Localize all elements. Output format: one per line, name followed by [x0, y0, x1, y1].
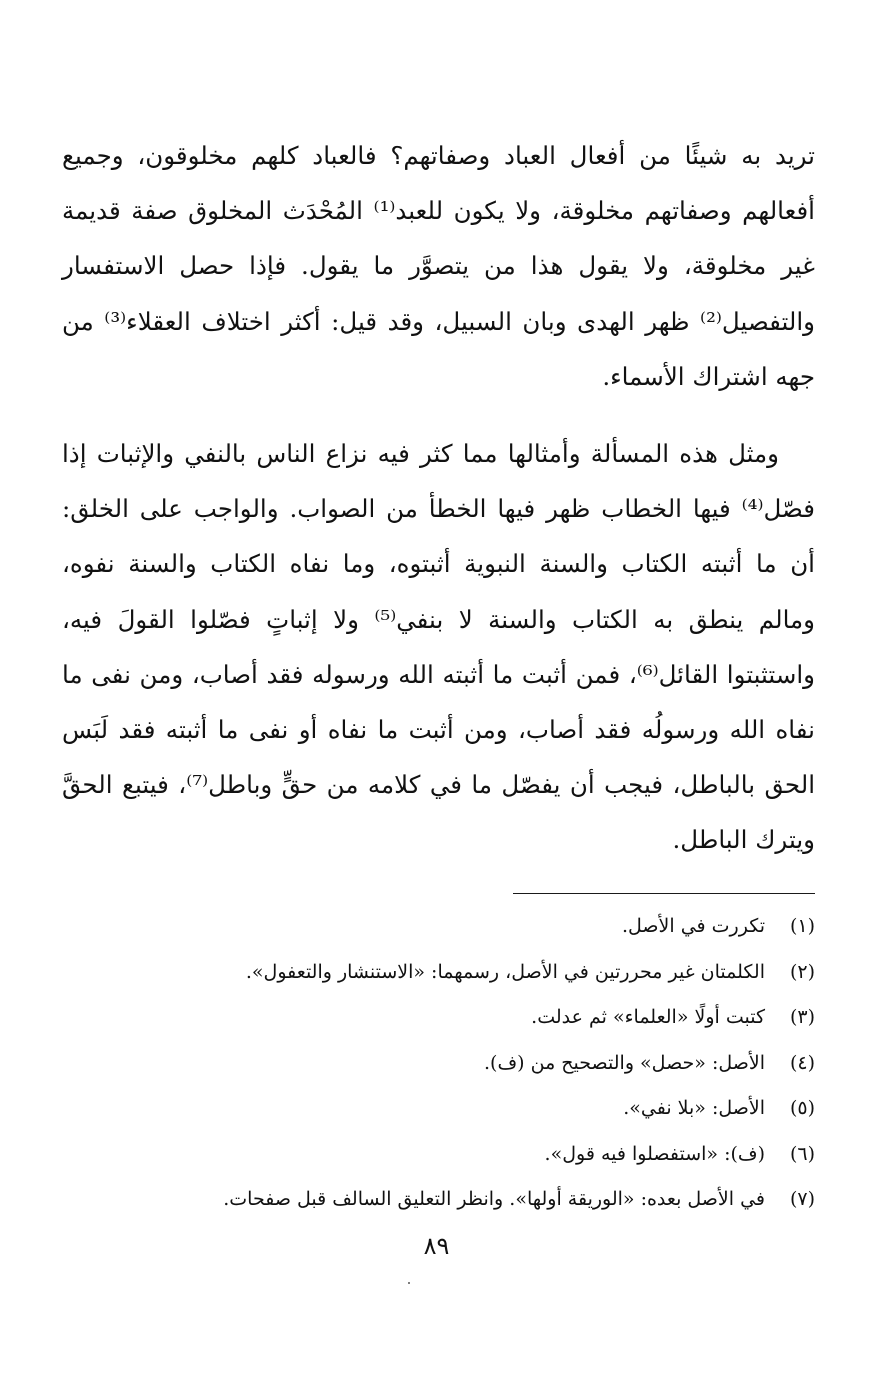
paragraph-1: تريد به شيئًا من أفعال العباد وصفاتهم؟ فالعباد كلهم مخلوقون، وجميع أفعالهم وصفاتهم مخلوقة، ولا يكون للعبد⁽¹⁾ المُحْدَث المخلوق صفة قديمة غير مخلوقة، ولا يقول هذا من يتصوَّر ما يقول. فإذا حصل الاستفسار والتفصيل⁽²⁾ ظهر الهدى وبان السبيل، وقد قيل: أكثر اختلاف العقلاء⁽³⁾ من جهه اشتراك الأسماء.: [62, 141, 815, 391]
footnote-7: [62, 1177, 815, 1223]
footnote-number: (٤): [789, 1051, 815, 1074]
footnote-number: (٦): [789, 1142, 815, 1165]
footnote-text: في الأصل بعده: «الوريقة أولها». وانظر التعليق السالف قبل صفحات.: [223, 1188, 765, 1210]
footnote-text: تكررت في الأصل.: [621, 915, 765, 937]
footnote-number: (٢): [789, 960, 815, 983]
paper-speck: [408, 1282, 410, 1284]
footnotes: [62, 904, 815, 1223]
footnote-text: الأصل: «حصل» والتصحيح من (ف).: [484, 1051, 765, 1074]
footnote-1: [62, 904, 815, 950]
footnote-separator: [513, 893, 815, 894]
footnote-number: (٥): [789, 1097, 815, 1119]
footnote-text: الأصل: «بلا نفي».: [623, 1097, 765, 1119]
footnote-3: [62, 995, 815, 1041]
footnote-6: [62, 1132, 815, 1178]
footnote-text: كتبت أولًا «العلماء» ثم عدلت.: [531, 1006, 765, 1028]
footnote-5: [62, 1086, 815, 1132]
footnote-text: (ف): «استفصلوا فيه قول».: [544, 1142, 765, 1165]
footnote-number: (١): [789, 915, 815, 937]
footnote-4: [62, 1041, 815, 1087]
footnote-number: (٧): [789, 1188, 815, 1210]
footnote-2: [62, 950, 815, 996]
paragraph-2: ومثل هذه المسألة وأمثالها مما كثر فيه نزاع الناس بالنفي والإثبات إذا فصّل⁽⁴⁾ فيها الخطاب ظهر فيها الخطأ من الصواب. والواجب على الخلق: أن ما أثبته الكتاب والسنة النبوية أثبتوه، وما نفاه الكتاب والسنة نفوه، ومالم ينطق به الكتاب والسنة لا بنفي⁽⁵⁾ ولا إثباتٍ فصّلوا القولَ فيه، واستثبتوا القائل⁽⁶⁾، فمن أثبت ما أثبته الله ورسوله فقد أصاب، ومن نفى ما نفاه الله ورسولُه فقد أصاب، ومن أثبت ما نفاه أو نفى ما أثبته فقد لَبَس الحق بالباطل، فيجب أن يفصّل ما في كلامه من حقٍّ وباطل⁽⁷⁾، فيتبع الحقَّ ويترك الباطل.: [62, 439, 815, 855]
footnote-text: الكلمتان غير محررتين في الأصل، رسمهما: «الاستنشار والتعفول».: [245, 960, 765, 983]
main-text: [62, 128, 815, 868]
page-number: ٨٩: [423, 1232, 450, 1260]
footnote-number: (٣): [789, 1006, 815, 1028]
